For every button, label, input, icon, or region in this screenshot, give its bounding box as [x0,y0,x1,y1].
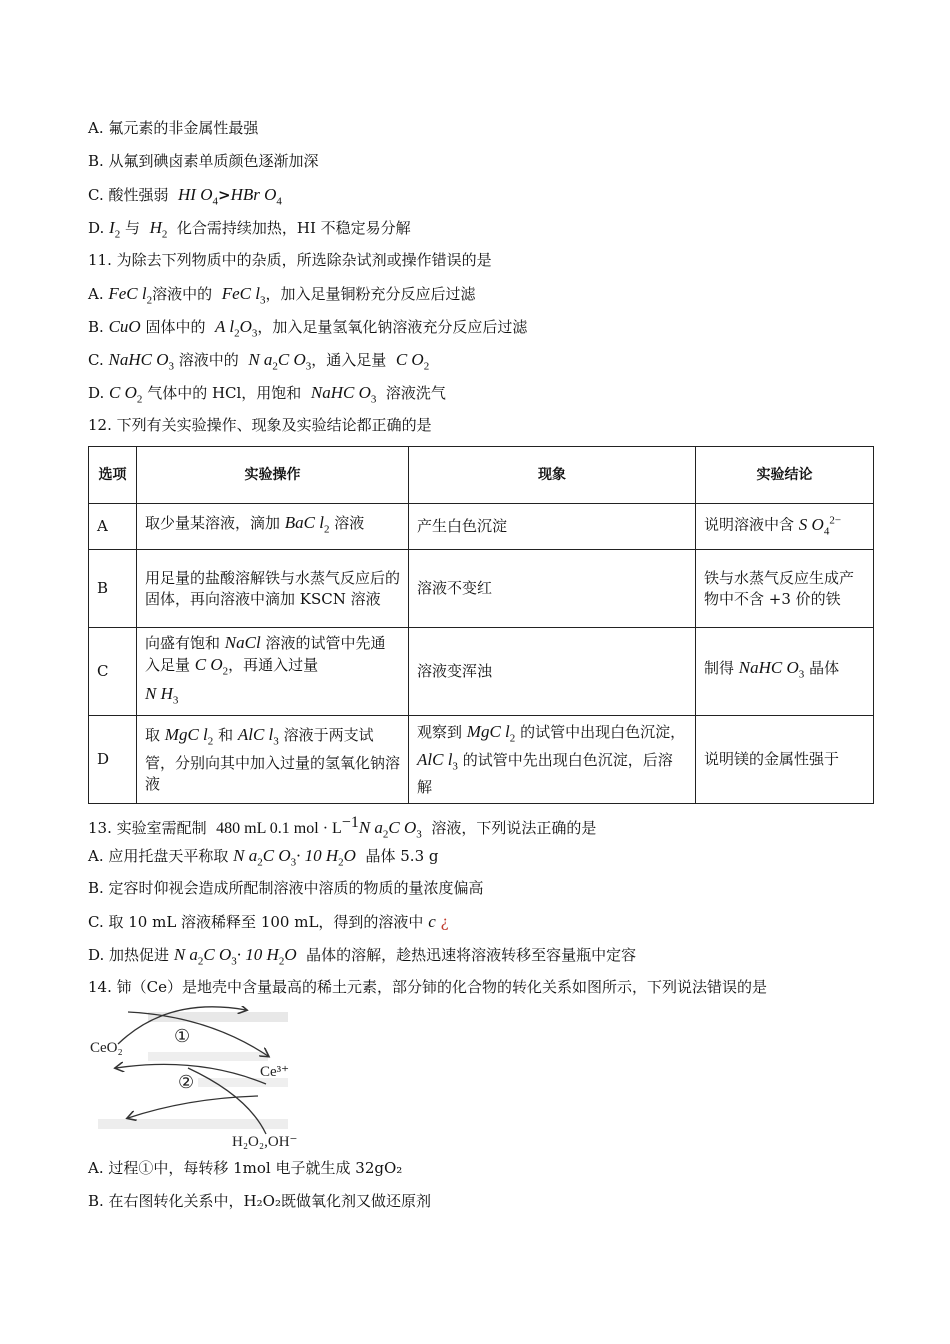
row-c-operation: 向盛有饱和 NaCl 溶液的试管中先通入足量 C $O_2$，再通入过量 N $H_3$ [137,628,409,716]
q11-option-d[interactable]: D. C $O_2$ 气体中的 HCl，用饱和 NaHC $O_3$ 溶液洗气 [88,383,446,406]
q11-c-post: ，通入足量 [311,351,387,369]
row-a-operation: 取少量某溶液，滴加 BaC $l_2$ 溶液 [137,504,409,550]
q12-stem: 12. 下列有关实验操作、现象及实验结论都正确的是 [88,416,432,434]
q13-stem: 13. 实验室需配制 480 mL 0.1 mol · $L^{-1}N$ $a_2C$ $O_3$ 溶液，下列说法正确的是 [88,814,597,841]
q10-option-d-label: D. [88,219,105,237]
q11-b-post: ，加入足量氢氧化钠溶液充分反应后过滤 [257,318,528,336]
q10-option-c-label: C. 酸性强弱 [88,186,169,204]
row-b-label: B [89,550,137,628]
q10-option-b[interactable]: B. 从氟到碘卤素单质颜色逐渐加深 [88,152,319,170]
label-step1: ① [174,1026,191,1046]
q10-option-d[interactable]: D. $I_2$ 与 $H_2$ 化合需持续加热，HI 不稳定易分解 [88,218,411,241]
table-row [89,716,874,804]
q11-stem: 11. 为除去下列物质中的杂质，所选除杂试剂或操作错误的是 [88,251,492,269]
q11-option-b[interactable]: B. CuO 固体中的 A $l_2O_3$，加入足量氢氧化钠溶液充分反应后过滤 [88,317,528,340]
q13-c-glyph: ¿ [440,913,449,931]
table-row [89,550,874,628]
label-ce3plus: Ce³⁺ [260,1064,290,1080]
row-d-label: D [89,716,137,804]
row-c-phenomenon: 溶液变浑浊 [409,628,696,716]
q10-option-c[interactable]: C. 酸性强弱 HI $O_4>HBr$ $O_4$ [88,185,282,208]
row-d-operation: 取 MgC $l_2$ 和 AlC $l_3$ 溶液于两支试管，分别向其中加入过量的氢氧化钠溶液 [137,716,409,804]
row-b-phenomenon: 溶液不变红 [409,550,696,628]
row-a-phenomenon: 产生白色沉淀 [409,504,696,550]
table-row [89,628,874,716]
header-phenomenon: 现象 [409,447,696,504]
row-b-conclusion: 铁与水蒸气反应生成产物中不含 +3 价的铁 [696,550,874,628]
q13-option-c[interactable]: C. 取 10 mL 溶液稀释至 100 mL，得到的溶液中 c ¿ [88,912,449,931]
q11-b-mid: 固体中的 [145,318,206,336]
label-ceo2: CeO₂ [90,1040,123,1056]
row-b-operation: 用足量的盐酸溶解铁与水蒸气反应后的固体，再向溶液中滴加 KSCN 溶液 [137,550,409,628]
q11-option-c[interactable]: C. NaHC $O_3$ 溶液中的 N $a_2C$ $O_3$，通入足量 C $O_2$ [88,350,430,373]
label-h2o2-oh: H₂O₂,OH⁻ [232,1134,298,1150]
q10-option-d-with: 与 [125,219,141,237]
cerium-cycle-diagram [88,1006,318,1152]
q12-table [88,446,874,804]
question-page [88,112,878,1218]
header-option: 选项 [89,447,137,504]
q14-option-b[interactable]: B. 在右图转化关系中，H₂O₂既做氧化剂又做还原剂 [88,1192,431,1210]
q10-option-a[interactable]: A. 氟元素的非金属性最强 [88,119,259,137]
header-operation: 实验操作 [137,447,409,504]
q10-option-d-text: 化合需持续加热，HI 不稳定易分解 [176,219,411,237]
q11-a-post: ，加入足量铜粉充分反应后过滤 [265,285,476,303]
header-conclusion: 实验结论 [696,447,874,504]
row-a-label: A [89,504,137,550]
row-d-phenomenon: 观察到 MgC $l_2$ 的试管中出现白色沉淀，AlC $l_3$ 的试管中先出现白色沉淀，后溶解 [409,716,696,804]
q14-option-a[interactable]: A. 过程①中，每转移 1mol 电子就生成 32gO₂ [88,1159,403,1177]
table-header-row [89,447,874,504]
label-step2: ② [178,1072,195,1092]
q13-option-d[interactable]: D. 加热促进 N $a_2C$ $O_3\cdot 10$ $H_2O$ 晶体的溶解，趁热迅速将溶液转移至容量瓶中定容 [88,945,637,968]
table-row [89,504,874,550]
q13-option-a[interactable]: A. 应用托盘天平称取 N $a_2C$ $O_3\cdot 10$ $H_2O$ 晶体 5.3 g [88,846,439,869]
row-a-conclusion: 说明溶液中含 S $O_4^{2-}$ [696,504,874,550]
row-c-label: C [89,628,137,716]
q11-d-mid: 气体中的 HCl，用饱和 [147,384,302,402]
row-d-conclusion: 说明镁的金属性强于 [696,716,874,804]
q11-option-a[interactable]: A. FeC $l_2$溶液中的 FeC $l_3$，加入足量铜粉充分反应后过滤 [88,284,476,307]
q11-d-post: 溶液洗气 [385,384,446,402]
q11-c-mid: 溶液中的 [178,351,239,369]
q13-option-b[interactable]: B. 定容时仰视会造成所配制溶液中溶质的物质的量浓度偏高 [88,879,484,897]
q11-a-mid: 溶液中的 [152,285,213,303]
row-c-conclusion: 制得 NaHC $O_3$ 晶体 [696,628,874,716]
q14-stem: 14. 铈（Ce）是地壳中含量最高的稀土元素，部分铈的化合物的转化关系如图所示，下列说法错误的是 [88,978,767,996]
